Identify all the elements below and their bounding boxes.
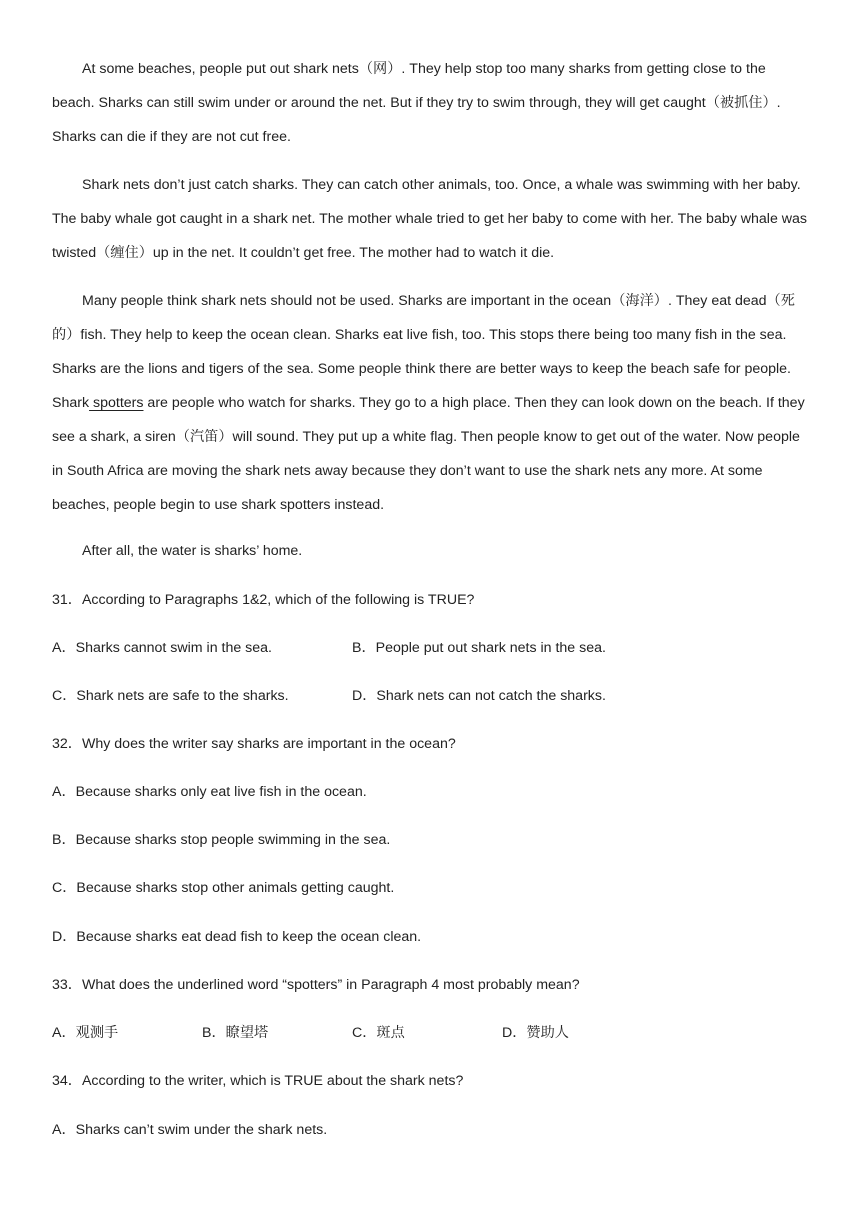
question-33-option-a[interactable]: A．观测手 (52, 1025, 119, 1041)
question-32-option-b[interactable]: B．Because sharks stop people swimming in the sea. (52, 832, 391, 848)
question-34-stem: 34．According to the writer, which is TRUE about the shark nets? (52, 1073, 464, 1089)
question-33-stem: 33．What does the underlined word “spotters” in Paragraph 4 most probably mean? (52, 977, 580, 993)
question-33-option-b[interactable]: B．瞭望塔 (202, 1025, 269, 1041)
question-34-option-a[interactable]: A．Sharks can’t swim under the shark nets. (52, 1122, 328, 1138)
question-31-option-a[interactable]: A．Sharks cannot swim in the sea. (52, 640, 273, 656)
paragraph-3-text-after: are people who watch for sharks. They go to a high place. Then they can look down on the beach. If they see a shark, a siren（汽笛）will sound. They put up a white flag. Then people know to get out of the water. Now people in South Africa are moving the shark nets away because they don’t want to use the shark nets any more. At some beaches, people begin to use shark spotters instead. (52, 395, 805, 513)
underlined-word-spotters: spotters (89, 395, 144, 411)
question-32-option-c[interactable]: C．Because sharks stop other animals getting caught. (52, 880, 395, 896)
question-32-stem: 32．Why does the writer say sharks are important in the ocean? (52, 736, 456, 752)
question-32-option-d[interactable]: D．Because sharks eat dead fish to keep the ocean clean. (52, 929, 422, 945)
question-31-option-d[interactable]: D．Shark nets can not catch the sharks. (352, 688, 606, 704)
passage-paragraph-4: After all, the water is sharks’ home. (82, 543, 303, 559)
question-32-option-a[interactable]: A．Because sharks only eat live fish in the ocean. (52, 784, 367, 800)
passage-paragraph-2: Shark nets don’t just catch sharks. They can catch other animals, too. Once, a whale was swimming with her baby. The baby whale got caught in a shark net. The mother whale tried to get her baby to come with her. The baby whale was twisted（缠住）up in the net. It couldn’t get free. The mother had to watch it die. (52, 177, 808, 261)
question-33-option-d[interactable]: D．赞助人 (502, 1025, 569, 1041)
passage-paragraph-1: At some beaches, people put out shark nets（网）. They help stop too many sharks from getting close to the beach. Sharks can still swim under or around the net. But if they try to swim through, they will get caught（被抓住）. Sharks can die if they are not cut free. (52, 61, 781, 145)
question-31-stem: 31．According to Paragraphs 1&2, which of the following is TRUE? (52, 592, 475, 608)
passage-paragraph-3 (52, 284, 812, 522)
question-33-option-c[interactable]: C．斑点 (352, 1025, 405, 1041)
paragraph-3-text-before: Many people think shark nets should not be used. Sharks are important in the ocean（海洋）. They eat dead（死的）fish. They help to keep the ocean clean. Sharks eat live fish, too. This stops there being too many fish in the sea. Sharks are the lions and tigers of the sea. Some people think there are better ways to keep the beach safe for people. Shark (52, 293, 795, 411)
question-31-option-c[interactable]: C．Shark nets are safe to the sharks. (52, 688, 289, 704)
question-31-option-b[interactable]: B．People put out shark nets in the sea. (352, 640, 606, 656)
